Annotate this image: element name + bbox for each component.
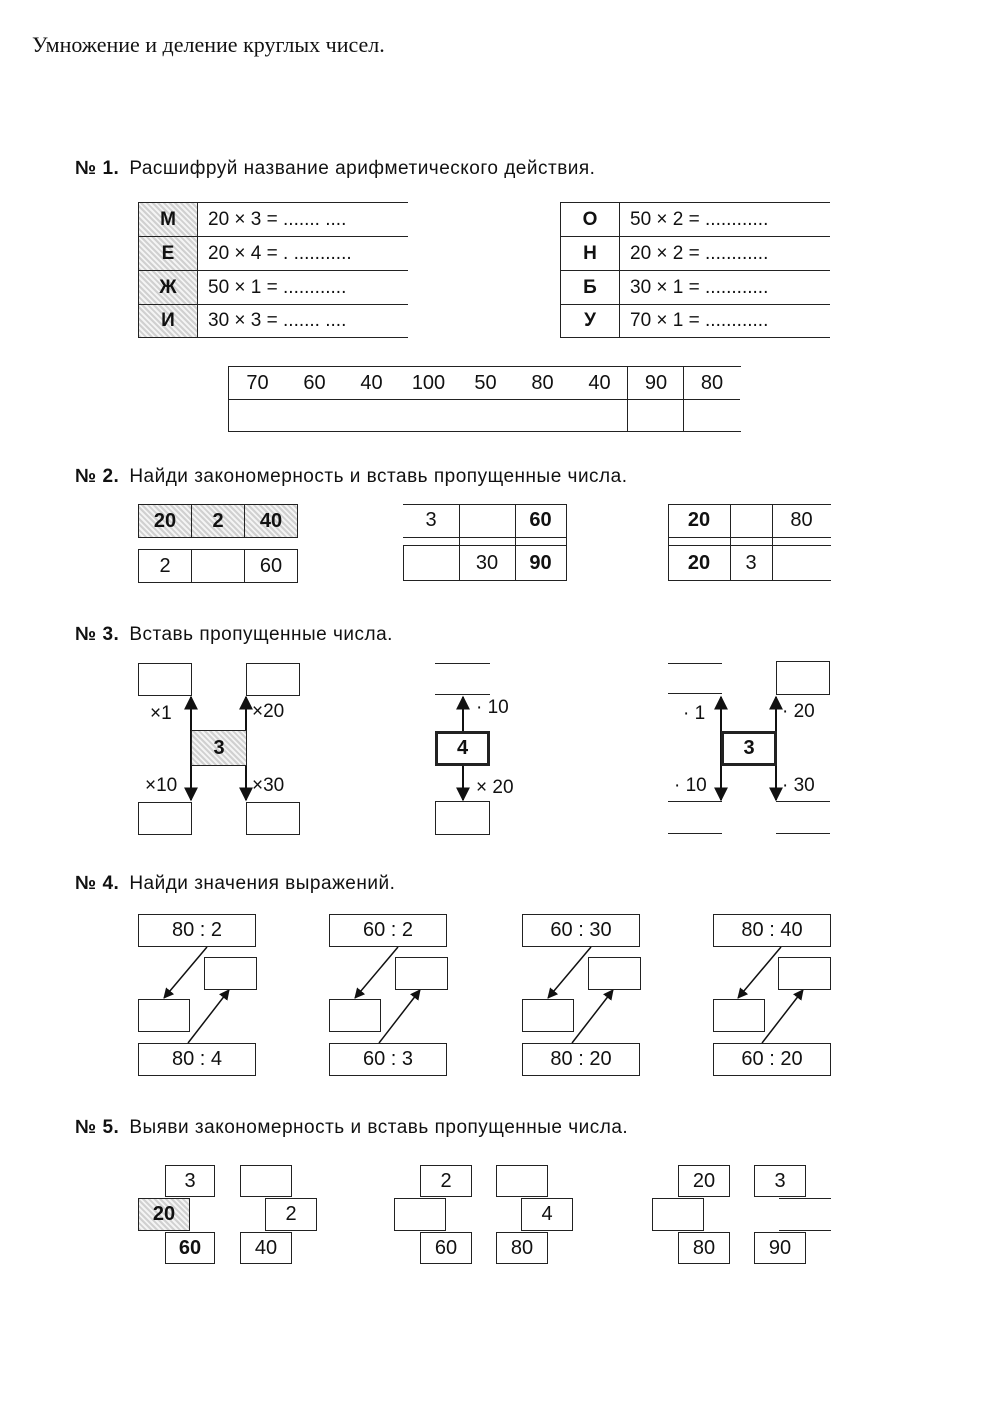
center-number: 3 <box>721 731 777 766</box>
pattern-cell: 90 <box>529 551 552 574</box>
pattern-cell: 20 <box>687 509 711 531</box>
pattern-cell: 40 <box>240 1232 292 1264</box>
operation-label: ×1 <box>150 703 172 724</box>
pattern-cell: 3 <box>754 1165 806 1197</box>
pattern-cell: 20 <box>687 551 711 574</box>
answer-number: 40 <box>360 371 383 394</box>
operation-label: ×30 <box>252 775 285 796</box>
answer-box[interactable] <box>395 957 448 990</box>
pattern-cell: 80 <box>496 1232 548 1264</box>
pattern-cell: 2 <box>138 549 192 583</box>
expression-box: 80 : 20 <box>522 1043 640 1076</box>
operation-label: ×20 <box>252 701 285 722</box>
answer-box[interactable] <box>329 999 381 1032</box>
pattern-cell: 30 <box>475 551 499 574</box>
pattern-cell: 20 <box>138 504 192 538</box>
pattern-cell: 80 <box>678 1232 730 1264</box>
answer-number: 100 <box>411 371 446 394</box>
cipher-expression[interactable]: 20 × 4 = . ........... <box>208 242 352 264</box>
pattern-cell: 60 <box>244 549 298 583</box>
cipher-letter: Б <box>560 271 620 304</box>
operation-label: · 30 <box>782 775 815 796</box>
task2-number: № 2. <box>75 466 120 487</box>
cipher-expression[interactable]: 30 × 3 = ....... .... <box>208 310 347 331</box>
pattern-cell: 20 <box>678 1165 730 1197</box>
missing-number-box[interactable] <box>138 663 192 696</box>
pattern-answer-cell[interactable] <box>496 1165 548 1197</box>
answer-box[interactable] <box>778 957 831 990</box>
cipher-letter: М <box>138 203 198 236</box>
answer-box[interactable] <box>138 999 190 1032</box>
cipher-letter: Н <box>560 237 620 270</box>
missing-number-box[interactable] <box>435 801 490 835</box>
pattern-cell: 60 <box>420 1232 472 1264</box>
task2-instruction: Найди закономерность и вставь пропущенные числа. <box>129 466 628 487</box>
operation-label: · 10 <box>674 775 707 796</box>
pattern-answer-cell[interactable] <box>652 1198 704 1231</box>
missing-number-box[interactable] <box>138 802 192 835</box>
task4-instruction: Найди значения выражений. <box>129 873 396 894</box>
cipher-letter: И <box>138 305 198 337</box>
pattern-cell: 3 <box>745 551 757 574</box>
answer-number: 90 <box>644 371 668 394</box>
operation-label: ×10 <box>145 775 178 796</box>
expression-box: 80 : 4 <box>138 1043 256 1076</box>
expression-box: 80 : 2 <box>138 914 256 947</box>
operation-label: · 1 <box>683 703 706 724</box>
cipher-expression[interactable]: 30 × 1 = ............ <box>630 276 769 298</box>
answer-box[interactable] <box>522 999 574 1032</box>
operation-label: · 20 <box>782 701 815 722</box>
cipher-letter: У <box>560 305 620 337</box>
pattern-cell: 2 <box>420 1165 472 1197</box>
pattern-cell: 4 <box>521 1198 573 1231</box>
cipher-letter: Е <box>138 237 198 270</box>
task3-instruction: Вставь пропущенные числа. <box>129 624 393 645</box>
task4-number: № 4. <box>75 873 120 894</box>
expression-box: 60 : 3 <box>329 1043 447 1076</box>
missing-number-box[interactable] <box>776 661 830 695</box>
task3-number: № 3. <box>75 624 120 645</box>
cipher-expression[interactable]: 20 × 2 = ............ <box>630 242 769 264</box>
cipher-expression[interactable]: 70 × 1 = ............ <box>630 310 769 331</box>
task1-instruction: Расшифруй название арифметического действия. <box>129 158 596 179</box>
answer-number: 70 <box>246 371 269 394</box>
pattern-cell: 80 <box>790 509 813 531</box>
pattern-cell: 3 <box>165 1165 215 1197</box>
answer-number: 40 <box>588 371 611 394</box>
expression-box: 60 : 2 <box>329 914 447 947</box>
cipher-expression[interactable]: 50 × 1 = ............ <box>208 276 347 298</box>
answer-number: 80 <box>700 371 724 394</box>
pattern-answer-cell[interactable] <box>240 1165 292 1197</box>
task5-heading <box>75 1117 628 1139</box>
task5-instruction: Выяви закономерность и вставь пропущенные числа. <box>129 1117 629 1138</box>
answer-number: 80 <box>531 371 554 394</box>
task5-number: № 5. <box>75 1117 120 1138</box>
expression-box: 60 : 30 <box>522 914 640 947</box>
pattern-answer-cell[interactable] <box>779 1198 831 1231</box>
pattern-answer-cell[interactable] <box>394 1198 446 1231</box>
missing-number-box[interactable] <box>246 802 300 835</box>
missing-number-box[interactable] <box>246 663 300 696</box>
pattern-cell: 20 <box>138 1198 190 1231</box>
pattern-cell: 2 <box>191 504 245 538</box>
answer-number: 50 <box>474 371 497 394</box>
cipher-letter: Ж <box>138 271 198 304</box>
expression-box: 60 : 20 <box>713 1043 831 1076</box>
center-number: 3 <box>191 730 247 766</box>
cipher-expression[interactable]: 20 × 3 = ....... .... <box>208 208 347 230</box>
pattern-cell: 40 <box>244 504 298 538</box>
expression-box: 80 : 40 <box>713 914 831 947</box>
operation-label: · 10 <box>476 697 509 718</box>
answer-box[interactable] <box>204 957 257 990</box>
pattern-cell: 90 <box>754 1232 806 1264</box>
cipher-expression[interactable]: 50 × 2 = ............ <box>630 208 769 230</box>
pattern-cell: 2 <box>265 1198 317 1231</box>
center-number: 4 <box>435 731 490 766</box>
pattern-cell: 60 <box>529 509 552 531</box>
task4-heading <box>75 873 395 895</box>
pattern-cell: 3 <box>425 509 437 531</box>
answer-box[interactable] <box>588 957 641 990</box>
cipher-letter: О <box>560 203 620 236</box>
pattern-cell: 60 <box>165 1232 215 1264</box>
answer-box[interactable] <box>713 999 765 1032</box>
page-title: Умножение и деление круглых чисел. <box>32 32 385 57</box>
answer-number: 60 <box>303 371 326 394</box>
task1-number: № 1. <box>75 158 120 179</box>
operation-label: × 20 <box>476 777 514 798</box>
